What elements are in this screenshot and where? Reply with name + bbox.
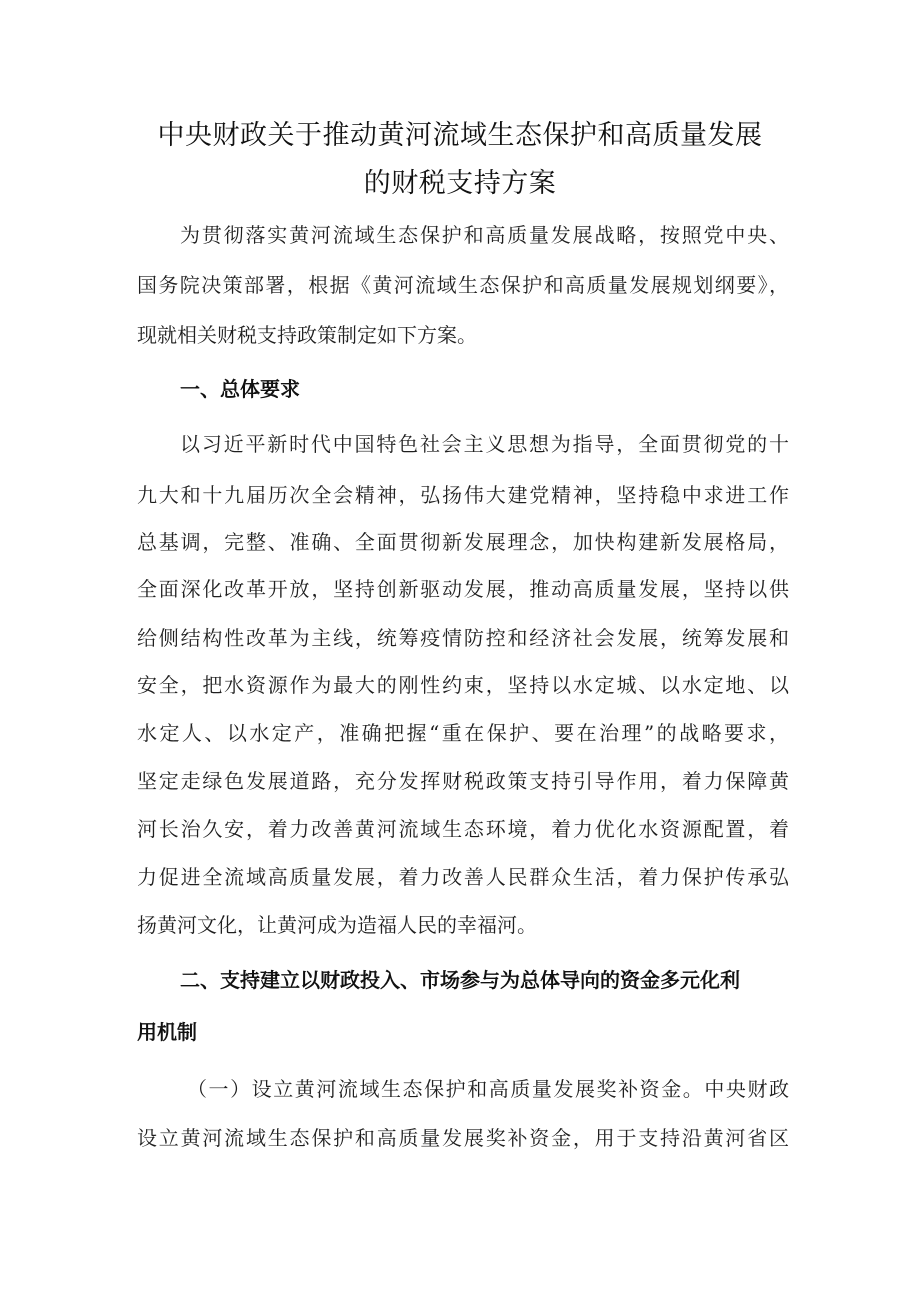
section1-body-line: 坚定走绿色发展道路，充分发挥财税政策支持引导作用，着力保障黄	[137, 769, 789, 793]
section-heading-funding-mechanism: 二、支持建立以财政投入、市场参与为总体导向的资金多元化利	[180, 968, 740, 992]
intro-line: 现就相关财税支持政策制定如下方案。	[137, 323, 477, 347]
section-heading-general-requirements: 一、总体要求	[180, 377, 300, 401]
section1-body-line: 全面深化改革开放，坚持创新驱动发展，推动高质量发展，坚持以供	[137, 577, 789, 601]
section1-body-line: 安全，把水资源作为最大的刚性约束，坚持以水定城、以水定地、以	[137, 673, 789, 697]
section1-body-line: 给侧结构性改革为主线，统筹疫情防控和经济社会发展，统筹发展和	[137, 626, 789, 650]
section1-body-line: 以习近平新时代中国特色社会主义思想为指导，全面贯彻党的十	[180, 432, 789, 456]
section1-body-line: 九大和十九届历次全会精神，弘扬伟大建党精神，坚持稳中求进工作	[137, 483, 789, 507]
section1-body-line: 河长治久安，着力改善黄河流域生态环境，着力优化水资源配置，着	[137, 817, 789, 841]
section1-body-line: 总基调，完整、准确、全面贯彻新发展理念，加快构建新发展格局，	[137, 530, 789, 554]
document-title-line-1: 中央财政关于推动黄河流域生态保护和高质量发展	[157, 120, 763, 151]
section1-body-line: 扬黄河文化，让黄河成为造福人民的幸福河。	[137, 913, 537, 937]
section2-body-line: （一）设立黄河流域生态保护和高质量发展奖补资金。中央财政	[187, 1077, 789, 1101]
intro-line: 国务院决策部署，根据《黄河流域生态保护和高质量发展规划纲要》，	[137, 273, 789, 297]
document-title-line-2: 的财税支持方案	[363, 168, 557, 199]
section-heading-funding-mechanism-cont: 用机制	[137, 1020, 197, 1044]
intro-line: 为贯彻落实黄河流域生态保护和高质量发展战略，按照党中央、	[180, 223, 789, 247]
section1-body-line: 力促进全流域高质量发展，着力改善人民群众生活，着力保护传承弘	[137, 865, 789, 889]
section2-body-line: 设立黄河流域生态保护和高质量发展奖补资金，用于支持沿黄河省区	[137, 1126, 789, 1150]
section1-body-line: 水定人、以水定产，准确把握“重在保护、要在治理”的战略要求，	[137, 721, 789, 745]
